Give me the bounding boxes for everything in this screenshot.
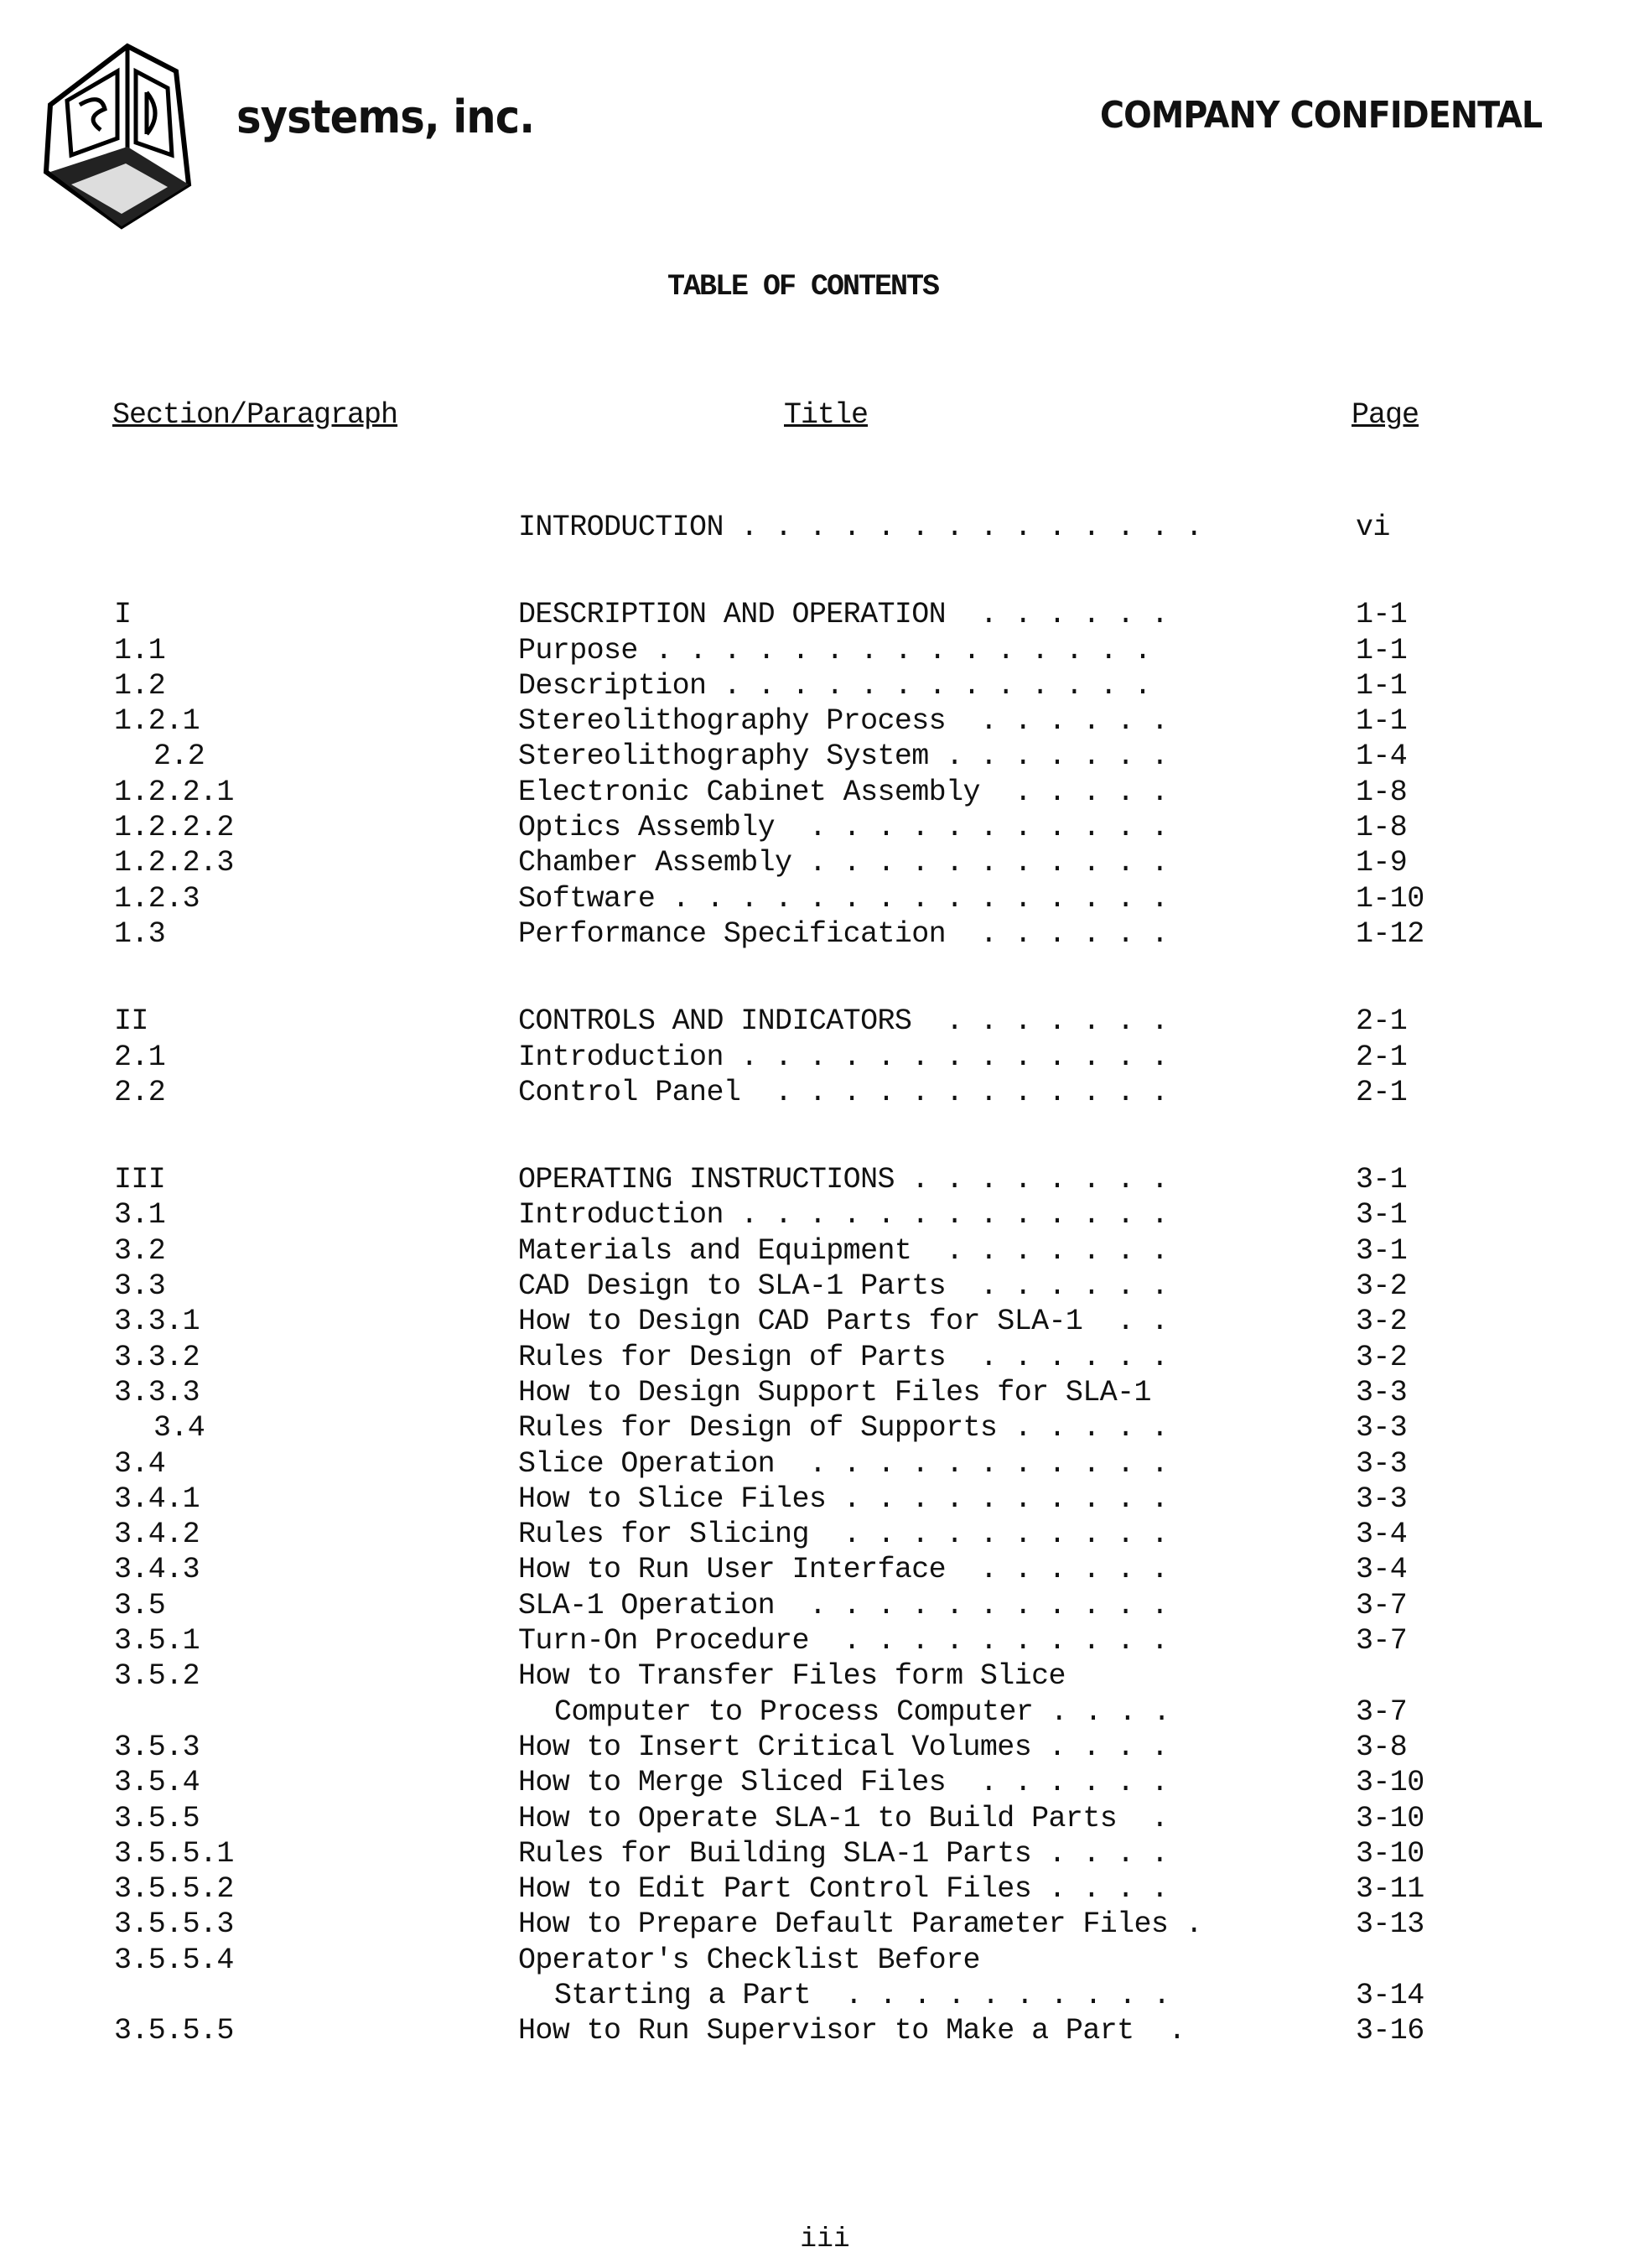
confidential-label: COMPANY CONFIDENTAL — [1100, 94, 1542, 137]
entry-section-number: 3.5.2 — [114, 1658, 200, 1694]
toc-entry — [0, 703, 1650, 739]
toc-entry — [0, 1588, 1650, 1623]
entry-page-number: 3-4 — [1356, 1517, 1407, 1552]
toc-entry — [0, 1943, 1650, 1978]
entry-page-number: 3-16 — [1356, 2013, 1424, 2048]
entry-page-number: 3-1 — [1356, 1162, 1407, 1197]
toc-entry — [0, 1446, 1650, 1482]
entry-page-number: 3-7 — [1356, 1623, 1407, 1658]
entry-title: How to Run Supervisor to Make a Part . — [518, 2013, 1186, 2048]
toc-entry — [0, 510, 1650, 545]
entry-page-number: 2-1 — [1356, 1040, 1407, 1075]
entry-page-number: 3-14 — [1356, 1978, 1424, 2013]
entry-title: How to Merge Sliced Files . . . . . . — [518, 1765, 1168, 1800]
toc-entry — [0, 739, 1650, 774]
toc-entry — [0, 881, 1650, 916]
toc-entry — [0, 1304, 1650, 1339]
toc-entry — [0, 845, 1650, 880]
entry-title: How to Prepare Default Parameter Files . — [518, 1907, 1202, 1942]
entry-section-number: 3.5.5.5 — [114, 2013, 234, 2048]
entry-section-number: 3.4.2 — [114, 1517, 200, 1552]
entry-page-number: 3-4 — [1356, 1552, 1407, 1587]
entry-section-number: 3.1 — [114, 1197, 165, 1233]
toc-entry — [0, 2013, 1650, 2048]
entry-title: Rules for Design of Parts . . . . . . — [518, 1340, 1168, 1375]
page-number: iii — [0, 2224, 1650, 2255]
toc-entry — [0, 1871, 1650, 1907]
entry-title: How to Run User Interface . . . . . . — [518, 1552, 1168, 1587]
entry-page-number: 1-1 — [1356, 597, 1407, 632]
toc-entry — [0, 1375, 1650, 1410]
column-header-page: Page — [1352, 398, 1419, 432]
entry-title: Rules for Building SLA-1 Parts . . . . — [518, 1836, 1168, 1871]
entry-section-number: 3.5.5.3 — [114, 1907, 234, 1942]
entry-title: CONTROLS AND INDICATORS . . . . . . . — [518, 1004, 1168, 1039]
entry-page-number: 3-7 — [1356, 1588, 1407, 1623]
toc-entry — [0, 1340, 1650, 1375]
entry-section-number: 1.2 — [114, 668, 165, 703]
toc-entry — [0, 1517, 1650, 1552]
entry-title: How to Transfer Files form Slice — [518, 1658, 1066, 1694]
entry-title: Description . . . . . . . . . . . . . — [518, 668, 1151, 703]
entry-page-number: 1-1 — [1356, 668, 1407, 703]
entry-section-number: 1.1 — [114, 633, 165, 668]
entry-title: How to Design CAD Parts for SLA-1 . . — [518, 1304, 1168, 1339]
entry-page-number: 3-7 — [1356, 1695, 1407, 1730]
entry-title: Introduction . . . . . . . . . . . . . — [518, 1197, 1168, 1233]
entry-section-number: 1.3 — [114, 916, 165, 952]
entry-page-number: 3-2 — [1356, 1304, 1407, 1339]
entry-section-number: II — [114, 1004, 148, 1039]
entry-title: Control Panel . . . . . . . . . . . . — [518, 1075, 1168, 1110]
entry-section-number: 3.5.5.1 — [114, 1836, 234, 1871]
entry-page-number: 1-1 — [1356, 633, 1407, 668]
entry-section-number: 1.2.2.2 — [114, 810, 234, 845]
entry-page-number: 3-3 — [1356, 1482, 1407, 1517]
entry-title: Performance Specification . . . . . . — [518, 916, 1168, 952]
entry-section-number: 3.4.1 — [114, 1482, 200, 1517]
toc-entry — [0, 916, 1650, 952]
page-title: TABLE OF CONTENTS — [0, 270, 1606, 304]
entry-section-number: 3.4.3 — [114, 1552, 200, 1587]
company-name: systems, inc. — [236, 91, 534, 143]
entry-section-number: 3.3.1 — [114, 1304, 200, 1339]
entry-page-number: 3-11 — [1356, 1871, 1424, 1907]
entry-section-number: 1.2.3 — [114, 881, 200, 916]
toc-entry — [0, 1623, 1650, 1658]
toc-entry — [0, 810, 1650, 845]
entry-title: CAD Design to SLA-1 Parts . . . . . . — [518, 1269, 1168, 1304]
entry-title: DESCRIPTION AND OPERATION . . . . . . — [518, 597, 1168, 632]
entry-page-number: 3-3 — [1356, 1446, 1407, 1482]
entry-page-number: 2-1 — [1356, 1075, 1407, 1110]
entry-title: Software . . . . . . . . . . . . . . . — [518, 881, 1168, 916]
toc-entry — [0, 1658, 1650, 1694]
entry-page-number: 3-1 — [1356, 1197, 1407, 1233]
entry-page-number: 2-1 — [1356, 1004, 1407, 1039]
entry-page-number: 3-10 — [1356, 1765, 1424, 1800]
entry-section-number: I — [114, 597, 131, 632]
toc-entry — [0, 1836, 1650, 1871]
entry-page-number: 3-2 — [1356, 1340, 1407, 1375]
entry-title: Computer to Process Computer . . . . — [554, 1695, 1170, 1730]
company-logo — [34, 38, 231, 235]
toc-entry — [0, 1004, 1650, 1039]
toc-entry — [0, 1907, 1650, 1942]
entry-title: SLA-1 Operation . . . . . . . . . . . — [518, 1588, 1168, 1623]
entry-section-number: III — [114, 1162, 165, 1197]
entry-section-number: 3.5.5 — [114, 1801, 200, 1836]
entry-section-number: 3.5.5.2 — [114, 1871, 234, 1907]
entry-title: Operator's Checklist Before — [518, 1943, 980, 1978]
column-header-title: Title — [784, 398, 868, 432]
toc-entry — [0, 1040, 1650, 1075]
toc-entry — [0, 1482, 1650, 1517]
entry-title: How to Insert Critical Volumes . . . . — [518, 1730, 1168, 1765]
entry-page-number: 3-1 — [1356, 1233, 1407, 1269]
entry-section-number: 3.3.3 — [114, 1375, 200, 1410]
entry-title: Introduction . . . . . . . . . . . . . — [518, 1040, 1168, 1075]
entry-title: INTRODUCTION . . . . . . . . . . . . . . — [518, 510, 1202, 545]
entry-title: Rules for Slicing . . . . . . . . . . — [518, 1517, 1168, 1552]
entry-page-number: 3-3 — [1356, 1410, 1407, 1445]
entry-title: How to Design Support Files for SLA-1 — [518, 1375, 1151, 1410]
entry-page-number: 1-10 — [1356, 881, 1424, 916]
entry-title: How to Operate SLA-1 to Build Parts . — [518, 1801, 1168, 1836]
entry-section-number: 1.2.2.1 — [114, 775, 234, 810]
entry-section-number: 2.2 — [153, 739, 205, 774]
toc-entry — [0, 668, 1650, 703]
entry-section-number: 2.1 — [114, 1040, 165, 1075]
entry-title: Stereolithography Process . . . . . . — [518, 703, 1168, 739]
toc-entry — [0, 597, 1650, 632]
toc-entry — [0, 1695, 1650, 1730]
entry-section-number: 3.5.3 — [114, 1730, 200, 1765]
entry-section-number: 1.2.2.3 — [114, 845, 234, 880]
entry-page-number: 3-10 — [1356, 1836, 1424, 1871]
entry-section-number: 3.5.5.4 — [114, 1943, 234, 1978]
toc-entry — [0, 1765, 1650, 1800]
entry-page-number: 3-13 — [1356, 1907, 1424, 1942]
entry-section-number: 3.2 — [114, 1233, 165, 1269]
toc-entry — [0, 1197, 1650, 1233]
entry-page-number: 1-8 — [1356, 775, 1407, 810]
entry-title: Purpose . . . . . . . . . . . . . . . — [518, 633, 1151, 668]
entry-section-number: 3.4 — [114, 1446, 165, 1482]
entry-title: Materials and Equipment . . . . . . . — [518, 1233, 1168, 1269]
toc-entry — [0, 1233, 1650, 1269]
entry-page-number: 3-10 — [1356, 1801, 1424, 1836]
toc-entry — [0, 633, 1650, 668]
entry-page-number: 1-1 — [1356, 703, 1407, 739]
entry-page-number: 3-2 — [1356, 1269, 1407, 1304]
entry-page-number: 1-12 — [1356, 916, 1424, 952]
entry-page-number: 3-8 — [1356, 1730, 1407, 1765]
entry-title: Starting a Part . . . . . . . . . . — [554, 1978, 1170, 2013]
toc-entry — [0, 1730, 1650, 1765]
toc-entry — [0, 1162, 1650, 1197]
toc-entry — [0, 1410, 1650, 1445]
entry-title: Electronic Cabinet Assembly . . . . . — [518, 775, 1168, 810]
entry-section-number: 2.2 — [114, 1075, 165, 1110]
entry-section-number: 3.3.2 — [114, 1340, 200, 1375]
entry-section-number: 3.4 — [153, 1410, 205, 1445]
toc-entry — [0, 1269, 1650, 1304]
toc-entry — [0, 775, 1650, 810]
entry-section-number: 3.5.4 — [114, 1765, 200, 1800]
entry-title: Rules for Design of Supports . . . . . — [518, 1410, 1168, 1445]
entry-page-number: 1-8 — [1356, 810, 1407, 845]
toc-entry — [0, 1978, 1650, 2013]
toc-entry — [0, 1075, 1650, 1110]
toc-entry — [0, 1801, 1650, 1836]
entry-page-number: 3-3 — [1356, 1375, 1407, 1410]
entry-section-number: 3.3 — [114, 1269, 165, 1304]
toc-entry — [0, 1552, 1650, 1587]
entry-title: How to Edit Part Control Files . . . . — [518, 1871, 1168, 1907]
table-of-contents — [0, 510, 1650, 2049]
entry-title: Optics Assembly . . . . . . . . . . . — [518, 810, 1168, 845]
entry-title: Chamber Assembly . . . . . . . . . . . — [518, 845, 1168, 880]
entry-page-number: vi — [1356, 510, 1390, 545]
entry-title: Turn-On Procedure . . . . . . . . . . — [518, 1623, 1168, 1658]
entry-title: OPERATING INSTRUCTIONS . . . . . . . . — [518, 1162, 1168, 1197]
entry-page-number: 1-4 — [1356, 739, 1407, 774]
entry-title: Slice Operation . . . . . . . . . . . — [518, 1446, 1168, 1482]
entry-page-number: 1-9 — [1356, 845, 1407, 880]
entry-title: How to Slice Files . . . . . . . . . . — [518, 1482, 1168, 1517]
entry-title: Stereolithography System . . . . . . . — [518, 739, 1168, 774]
entry-section-number: 1.2.1 — [114, 703, 200, 739]
entry-section-number: 3.5 — [114, 1588, 165, 1623]
entry-section-number: 3.5.1 — [114, 1623, 200, 1658]
column-header-section: Section/Paragraph — [112, 398, 397, 432]
